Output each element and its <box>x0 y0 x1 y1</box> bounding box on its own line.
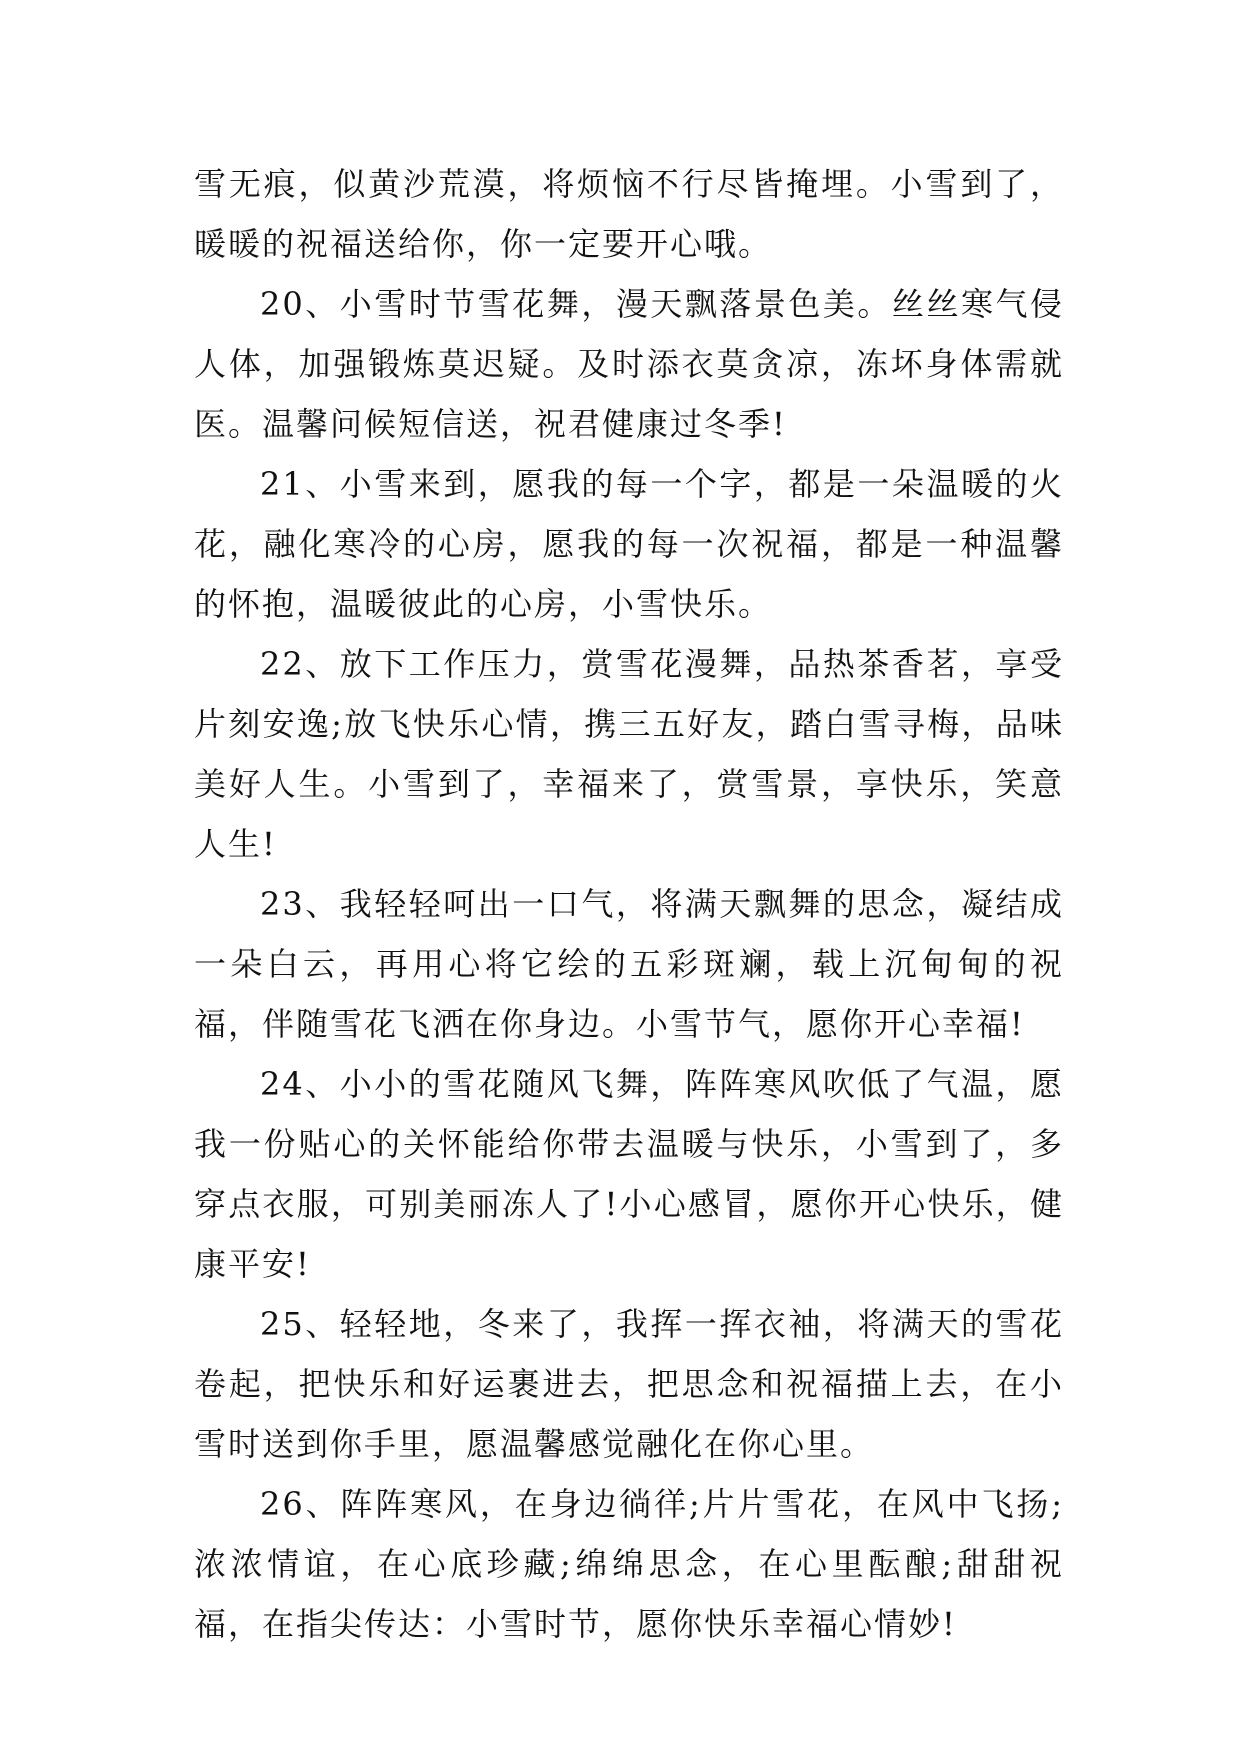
paragraph-continuation: 雪无痕，似黄沙荒漠，将烦恼不行尽皆掩埋。小雪到了，暖暖的祝福送给你，你一定要开心哦。 <box>194 165 1064 263</box>
paragraph-22: 22、放下工作压力，赏雪花漫舞，品热茶香茗，享受片刻安逸;放飞快乐心情，携三五好友，踏白雪寻梅，品味美好人生。小雪到了，幸福来了，赏雪景，享快乐，笑意人生! <box>194 645 1064 863</box>
document-body <box>194 154 1064 1654</box>
paragraph-21: 21、小雪来到，愿我的每一个字，都是一朵温暖的火花，融化寒冷的心房，愿我的每一次祝福，都是一种温馨的怀抱，温暖彼此的心房，小雪快乐。 <box>194 465 1064 623</box>
paragraph-24: 24、小小的雪花随风飞舞，阵阵寒风吹低了气温，愿我一份贴心的关怀能给你带去温暖与快乐，小雪到了，多穿点衣服，可别美丽冻人了!小心感冒，愿你开心快乐，健康平安! <box>194 1065 1064 1283</box>
paragraph-25: 25、轻轻地，冬来了，我挥一挥衣袖，将满天的雪花卷起，把快乐和好运裹进去，把思念和祝福描上去，在小雪时送到你手里，愿温馨感觉融化在你心里。 <box>194 1305 1064 1463</box>
paragraph-23: 23、我轻轻呵出一口气，将满天飘舞的思念，凝结成一朵白云，再用心将它绘的五彩斑斓，载上沉甸甸的祝福，伴随雪花飞洒在你身边。小雪节气，愿你开心幸福! <box>194 885 1064 1043</box>
paragraph-26: 26、阵阵寒风，在身边徜徉;片片雪花，在风中飞扬;浓浓情谊，在心底珍藏;绵绵思念，在心里酝酿;甜甜祝福，在指尖传达：小雪时节，愿你快乐幸福心情妙! <box>194 1485 1064 1643</box>
paragraph-20: 20、小雪时节雪花舞，漫天飘落景色美。丝丝寒气侵人体，加强锻炼莫迟疑。及时添衣莫贪凉，冻坏身体需就医。温馨问候短信送，祝君健康过冬季! <box>194 285 1064 443</box>
